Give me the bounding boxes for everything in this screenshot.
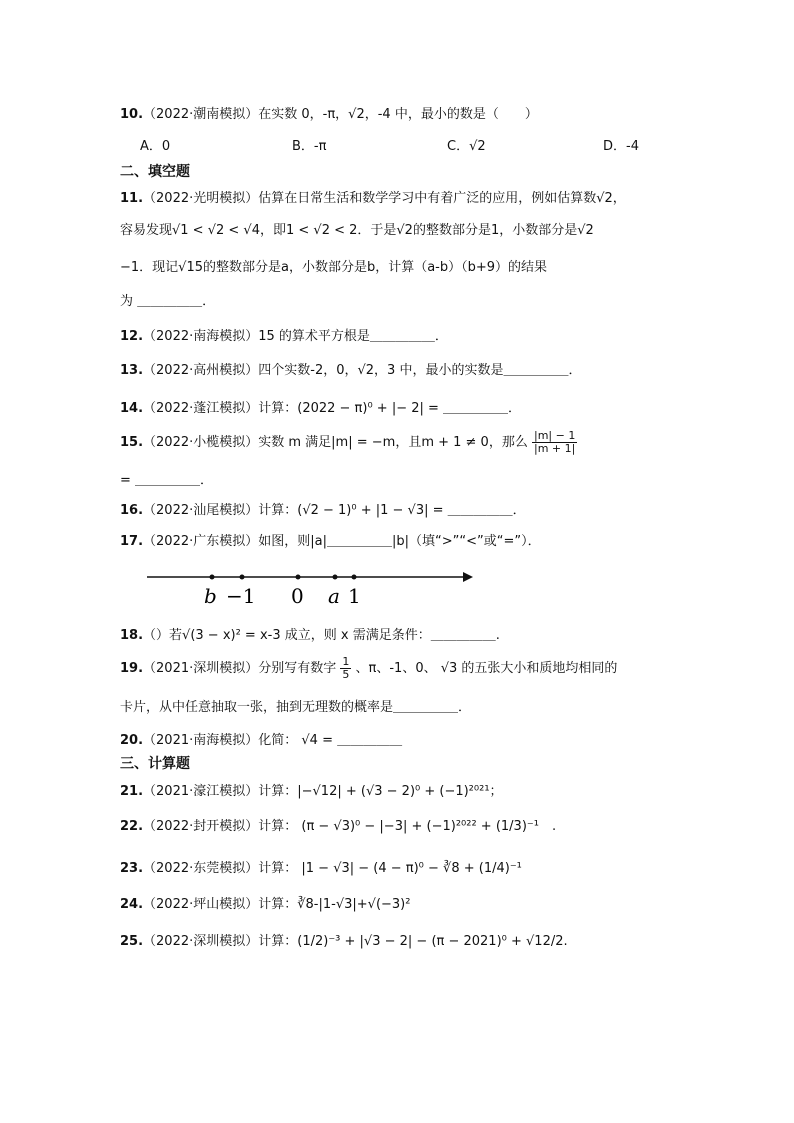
- point-a: [333, 575, 338, 580]
- point-b: [210, 575, 215, 580]
- number-line-arrow-icon: [463, 572, 473, 582]
- question-number: 24.: [120, 897, 144, 912]
- question-text: （2022·小榄模拟）实数 m 满足|m| = −m，且m + 1 ≠ 0，那么: [143, 435, 528, 450]
- fraction: [532, 430, 577, 455]
- question-18: [120, 624, 500, 643]
- question-21: [120, 780, 503, 799]
- question-11: [120, 187, 626, 206]
- question-text: （2022·潮南模拟）在实数 0，-π，√2，-4 中，最小的数是（ ）: [143, 107, 538, 122]
- question-16: [120, 499, 526, 518]
- question-text-cont: 、π、-1、0、 √3 的五张大小和质地均相同的: [355, 661, 618, 676]
- question-number: 14.: [120, 401, 144, 416]
- question-text: （2022·光明模拟）估算在日常生活和数学学习中有着广泛的应用，例如估算数√2，: [143, 191, 626, 206]
- question-13: [120, 359, 581, 378]
- question-text: （2022·高州模拟）四个实数-2，0，√2，3 中，最小的实数是＿＿＿＿＿．: [143, 363, 582, 378]
- question-text: （2022·深圳模拟）计算：(1/2)⁻³ + |√3 − 2| − (π − 2021)⁰ + √12/2.: [143, 934, 568, 949]
- question-text: （2022·坪山模拟）计算：∛8-|1-√3|+√(−3)²: [143, 897, 411, 912]
- point-1: [352, 575, 357, 580]
- label-a: a: [328, 584, 340, 608]
- question-number: 11.: [120, 191, 144, 206]
- question-text: （2022·东莞模拟）计算： |1 − √3| − (4 − π)⁰ − ∛8 + (1/4)⁻¹: [143, 861, 522, 876]
- question-14: [120, 397, 521, 416]
- question-11-line-2: 容易发现√1 < √2 < √4，即1 < √2 < 2．于是√2的整数部分是1，小数部分是√2: [120, 223, 594, 238]
- question-number: 15.: [120, 435, 144, 450]
- question-19: [120, 656, 617, 681]
- point-0: [296, 575, 301, 580]
- fraction-denominator: |m + 1|: [533, 442, 576, 455]
- question-22: [120, 815, 556, 834]
- question-text: （2022·蓬江模拟）计算：(2022 − π)⁰ + |− 2| = ＿＿＿＿＿．: [143, 401, 522, 416]
- label-0: 0: [291, 584, 304, 608]
- question-number: 10.: [120, 107, 144, 122]
- option-b: B．-π: [292, 139, 327, 154]
- question-text: （2022·南海模拟）15 的算术平方根是＿＿＿＿＿．: [143, 329, 448, 344]
- question-11-line-3: −1．现记√15的整数部分是a，小数部分是b，计算（a-b）（b+9）的结果: [120, 260, 548, 275]
- question-number: 17.: [120, 534, 144, 549]
- question-text: （2021·濠江模拟）计算：|−√12| + (√3 − 2)⁰ + (−1)²⁰²¹；: [143, 784, 503, 799]
- question-11-line-4: 为 ＿＿＿＿＿．: [120, 294, 216, 309]
- question-25: [120, 930, 568, 949]
- question-number: 18.: [120, 628, 144, 643]
- question-number: 20.: [120, 733, 144, 748]
- question-15: [120, 430, 577, 455]
- question-number: 12.: [120, 329, 144, 344]
- question-number: 23.: [120, 861, 144, 876]
- question-10: [120, 103, 538, 122]
- question-number: 25.: [120, 934, 144, 949]
- question-19-line-2: 卡片，从中任意抽取一张，抽到无理数的概率是＿＿＿＿＿．: [120, 700, 472, 715]
- question-number: 13.: [120, 363, 144, 378]
- question-text: （2022·封开模拟）计算： (π − √3)⁰ − |−3| + (−1)²⁰²² + (1/3)⁻¹ .: [143, 819, 557, 834]
- question-15-line-2: = ＿＿＿＿＿．: [120, 473, 214, 488]
- number-line-figure: [140, 562, 480, 610]
- fraction-numerator: 1: [342, 655, 350, 668]
- section-heading-calculation: 三、计算题: [120, 756, 190, 772]
- section-heading-fill-in: 二、填空题: [120, 164, 190, 180]
- question-text: （）若√(3 − x)² = x-3 成立，则 x 需满足条件：＿＿＿＿＿.: [143, 628, 500, 643]
- question-12: [120, 325, 448, 344]
- question-text: （2022·汕尾模拟）计算：(√2 − 1)⁰ + |1 − √3| = ＿＿＿＿＿．: [143, 503, 526, 518]
- question-number: 16.: [120, 503, 144, 518]
- question-text: （2022·广东模拟）如图，则|a|＿＿＿＿＿|b|（填“>”“<”或“=”）．: [143, 534, 541, 549]
- fraction-numerator: |m| − 1: [533, 429, 576, 442]
- fraction: [340, 656, 351, 681]
- question-number: 19.: [120, 661, 144, 676]
- question-text: （2021·南海模拟）化简： √4 = ＿＿＿＿＿: [143, 733, 403, 748]
- label-b: b: [204, 584, 217, 608]
- option-c: C．√2: [447, 139, 486, 154]
- question-text: （2021·深圳模拟）分别写有数字: [143, 661, 337, 676]
- question-23: [120, 857, 522, 876]
- point-minus-1: [240, 575, 245, 580]
- question-20: [120, 729, 402, 748]
- label-minus-1: −1: [226, 584, 256, 608]
- option-a: A．0: [140, 139, 171, 154]
- option-d: D．-4: [603, 139, 639, 154]
- question-24: [120, 893, 410, 912]
- question-number: 21.: [120, 784, 144, 799]
- label-1: 1: [348, 584, 361, 608]
- question-17: [120, 530, 541, 549]
- question-number: 22.: [120, 819, 144, 834]
- fraction-denominator: 5: [342, 668, 350, 681]
